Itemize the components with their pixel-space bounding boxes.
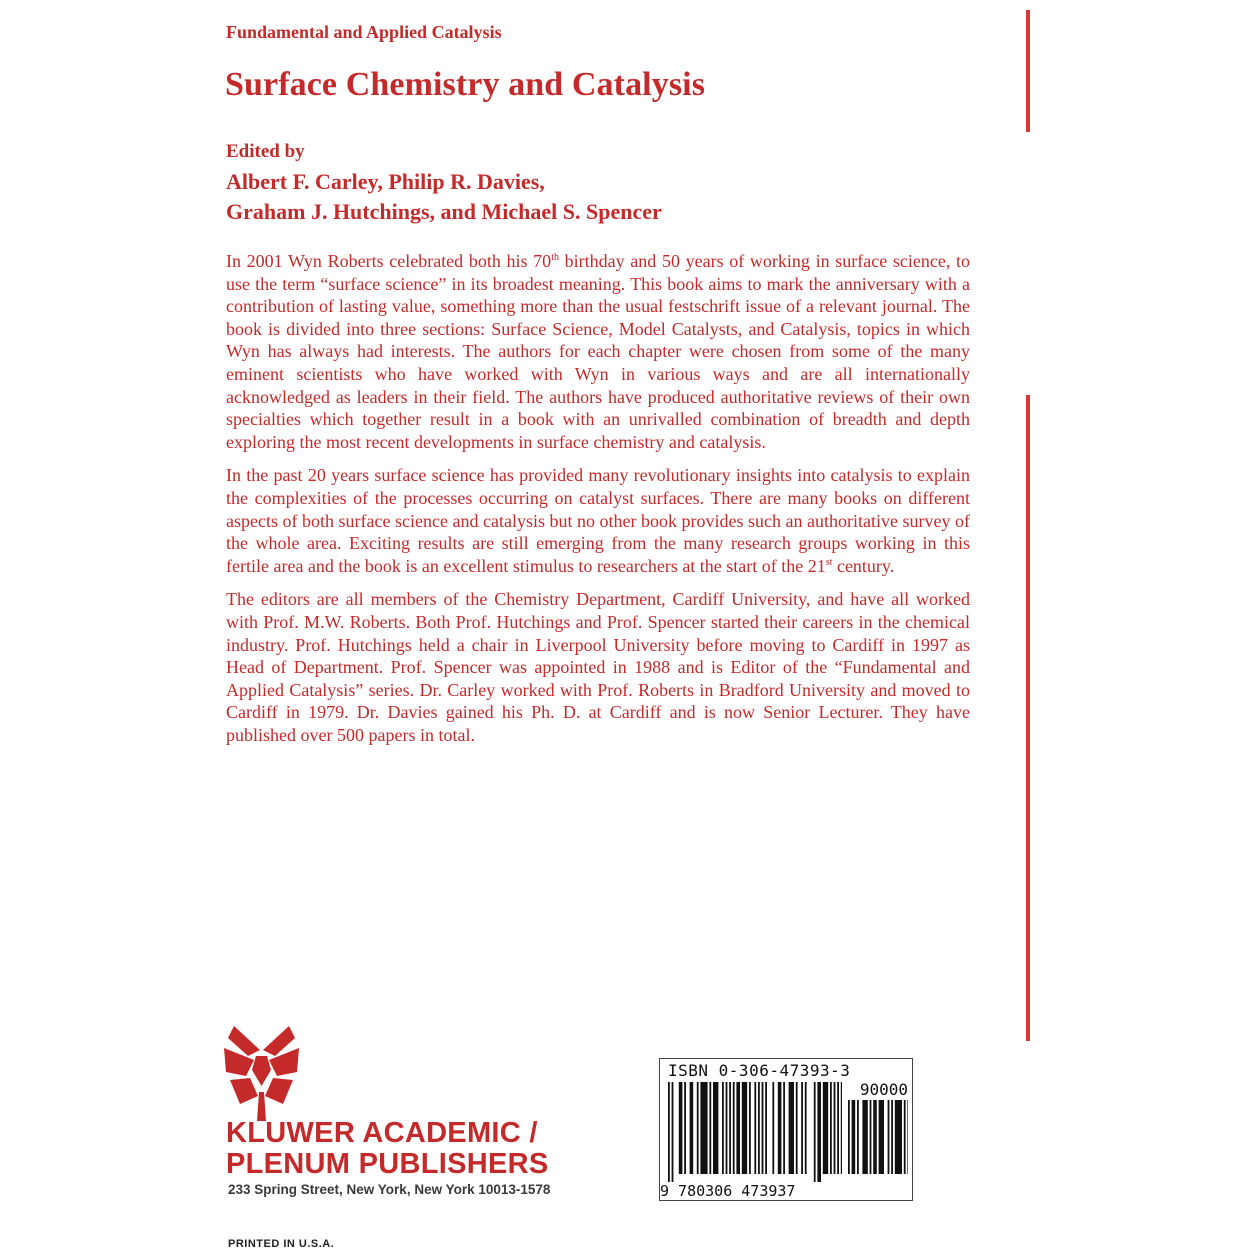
barcode-bar (891, 1100, 893, 1174)
addon-barcode (848, 1100, 908, 1182)
barcode-bar (789, 1082, 794, 1174)
barcode-bar (762, 1082, 764, 1174)
blurb-p2-text-a: In the past 20 years surface science has provided many revolutionary insights into catalysis to explain the complexities of the processes occurring on catalyst surfaces. There are many books on different aspects of both surface science and catalysis but no other book provides such an authoritative survey of the whole area. Exciting results are still emerging from the many research groups working in this fertile area and the book is an excellent stimulus to researchers at the start of the 21 (226, 465, 970, 576)
barcode-bar (823, 1082, 828, 1174)
book-title: Surface Chemistry and Catalysis (225, 66, 706, 103)
blurb-p2-superscript: st (825, 556, 833, 568)
series-title: Fundamental and Applied Catalysis (226, 22, 502, 42)
barcode-bar (904, 1100, 906, 1174)
barcode-panel (659, 1058, 913, 1201)
barcode-bar (837, 1082, 839, 1174)
barcode-bar (783, 1082, 785, 1174)
barcode-bar (817, 1082, 821, 1182)
barcode-bar (801, 1082, 803, 1174)
printed-in-note: PRINTED IN U.S.A. (228, 1238, 335, 1250)
barcode-bar (841, 1082, 842, 1174)
barcode-bar (895, 1100, 902, 1174)
barcode-bar (805, 1082, 807, 1174)
ean-digits: 9 780306 473937 (660, 1182, 796, 1200)
barcode-bar (729, 1082, 731, 1174)
blurb-p1-text-a: In 2001 Wyn Roberts celebrated both his 70 (226, 251, 552, 271)
barcode-bar (690, 1082, 694, 1174)
barcode-bar (700, 1082, 707, 1174)
blurb-p1-text-b: birthday and 50 years of working in surface science, to use the term “surface science” in its broadest meaning. This book aims to mark the anniversary with a contribution of lasting value, something more than the usual festschrift issue of a relevant journal. The book is divided into three sections: Surface Science, Model Catalysts, and Catalysis, topics in which Wyn has always had interests. The authors for each chapter were chosen from some of the many eminent scientists who have worked with Wyn in various ways and are all internationally acknowledged as leaders in their field. The authors have produced authoritative reviews of their own specialties which together result in a book with an unrivalled combination of breadth and depth exploring the most recent developments in surface chemistry and catalysis. (226, 251, 970, 452)
barcode-bar (742, 1082, 747, 1174)
barcode-bar (814, 1082, 816, 1182)
barcode-bar (713, 1082, 718, 1174)
barcode-bar (772, 1082, 774, 1174)
publisher-name-line-2: PLENUM PUBLISHERS (226, 1148, 549, 1180)
barcode-bar (672, 1082, 674, 1182)
blurb-paragraph-3: The editors are all members of the Chemistry Department, Cardiff University, and have all worked with Prof. M.W. Roberts. Both Prof. Hutchings and Prof. Spencer started their careers in the chemical industry. Prof. Hutchings held a chair in Liverpool University before moving to Cardiff in 1997 as Head of Department. Prof. Spencer was appointed in 1988 and is Editor of the “Fundamental and Applied Catalysis” series. Dr. Carley worked with Prof. Roberts in Bradford University and moved to Cardiff in 1979. Dr. Davies gained his Ph. D. at Cardiff and is now Senior Lecturer. They have published over 500 papers in total. (226, 589, 970, 745)
barcode-bar (862, 1100, 867, 1174)
barcode-bar (684, 1082, 686, 1174)
publisher-name-line-1: KLUWER ACADEMIC / (226, 1117, 538, 1149)
barcode-bar (736, 1082, 740, 1174)
barcode-bar (778, 1082, 782, 1174)
red-margin-rule-top (1026, 10, 1030, 132)
kluwer-flower-logo-icon (224, 1026, 299, 1121)
barcode-bar (722, 1082, 724, 1174)
barcode-bar (834, 1082, 836, 1174)
isbn-text: ISBN 0-306-47393-3 (668, 1061, 851, 1080)
barcode-bar (697, 1082, 699, 1174)
blurb-paragraph-1 (226, 250, 970, 453)
barcode-bar (879, 1100, 884, 1174)
blurb (226, 250, 970, 757)
editors-line-1: Albert F. Carley, Philip R. Davies, (226, 169, 545, 194)
barcode-bar (907, 1100, 908, 1174)
barcode-bar (749, 1082, 751, 1174)
barcode-bar (765, 1082, 767, 1174)
barcode-bar (852, 1100, 856, 1174)
barcode-bar (754, 1082, 756, 1174)
edited-by-label: Edited by (226, 141, 305, 162)
barcode-bar (888, 1100, 890, 1174)
barcode-bar (679, 1082, 683, 1174)
editors-line-2: Graham J. Hutchings, and Michael S. Spencer (226, 199, 662, 224)
barcode-bar (870, 1100, 872, 1174)
barcode-bar (758, 1082, 760, 1174)
red-margin-rule-middle (1026, 395, 1030, 1041)
barcode-bar (857, 1100, 859, 1174)
barcode-bar (873, 1100, 877, 1174)
barcode-bar (709, 1082, 711, 1174)
barcode-bar (668, 1082, 670, 1182)
blurb-p2-text-b: century. (832, 555, 895, 576)
barcode-bar (830, 1082, 832, 1174)
publisher-address: 233 Spring Street, New York, New York 10013-1578 (228, 1182, 551, 1197)
ean-barcode (668, 1082, 842, 1182)
barcode-bar (848, 1100, 850, 1174)
price-code-text: 90000 (859, 1080, 908, 1099)
blurb-paragraph-2 (226, 464, 970, 577)
editors-list (226, 167, 662, 227)
blurb-p1-superscript: th (551, 252, 559, 263)
barcode-bar (796, 1082, 798, 1174)
barcode-bar (733, 1082, 735, 1174)
barcode-bar (726, 1082, 728, 1174)
